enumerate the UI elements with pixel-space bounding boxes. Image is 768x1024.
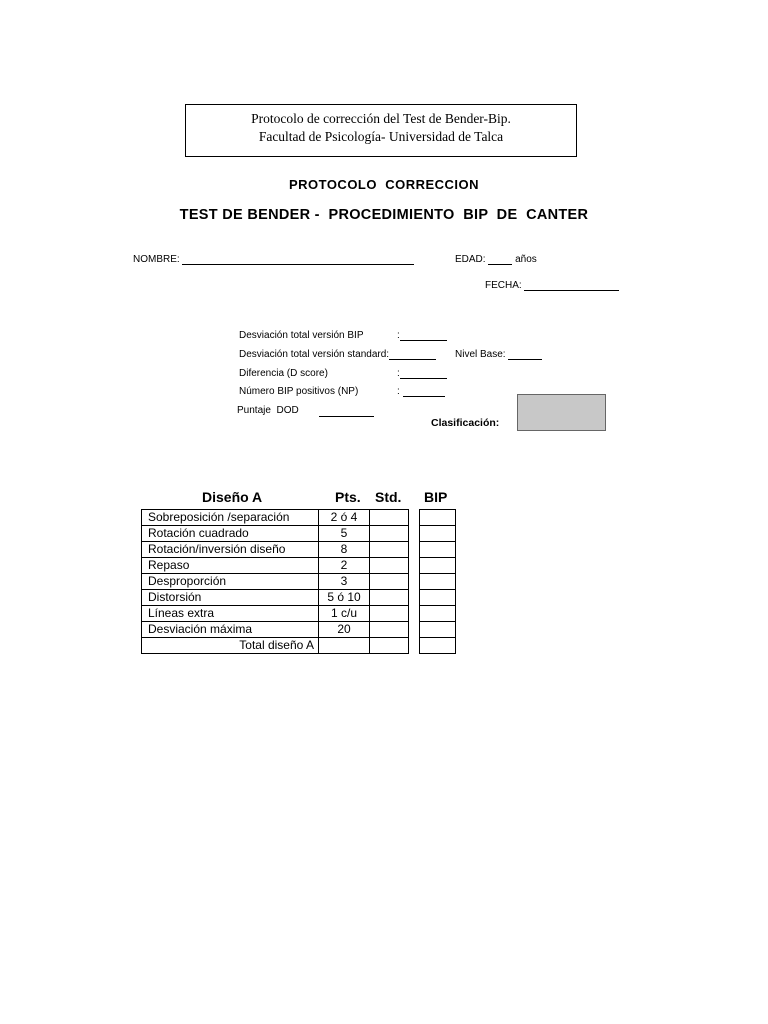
bip-row xyxy=(420,606,456,622)
design-a-table-body xyxy=(142,510,409,654)
bip-column-table xyxy=(419,509,456,654)
total-points-cell[interactable] xyxy=(319,638,370,654)
std-cell[interactable] xyxy=(370,510,409,526)
bip-row xyxy=(420,558,456,574)
row-label: Sobreposición /separación xyxy=(142,510,319,526)
age-line[interactable] xyxy=(488,264,512,265)
dod-line[interactable] xyxy=(319,405,374,417)
table-row xyxy=(142,510,409,526)
bip-cell[interactable] xyxy=(420,542,456,558)
bip-total-label: Desviación total versión BIP xyxy=(239,330,364,341)
base-level-field[interactable] xyxy=(455,349,542,360)
std-total-label: Desviación total versión standard: xyxy=(239,349,390,360)
bip-column-body xyxy=(420,510,456,654)
std-total-line[interactable] xyxy=(389,359,436,360)
design-title: Diseño A xyxy=(202,489,263,505)
table-row xyxy=(142,558,409,574)
row-points: 5 xyxy=(319,526,370,542)
bip-row xyxy=(420,574,456,590)
std-cell[interactable] xyxy=(370,574,409,590)
bip-total-row xyxy=(420,638,456,654)
bip-total-sep: : xyxy=(397,330,400,341)
date-line[interactable] xyxy=(524,290,619,291)
table-row xyxy=(142,590,409,606)
std-header: Std. xyxy=(375,489,402,505)
bip-cell[interactable] xyxy=(420,510,456,526)
bip-row xyxy=(420,622,456,638)
row-label: Desviación máxima xyxy=(142,622,319,638)
difference-field[interactable] xyxy=(397,368,447,379)
dod-label: Puntaje DOD xyxy=(237,405,299,416)
bip-total-field[interactable] xyxy=(397,330,447,341)
bip-row xyxy=(420,542,456,558)
row-points: 3 xyxy=(319,574,370,590)
design-a-table xyxy=(141,509,409,654)
std-cell[interactable] xyxy=(370,558,409,574)
classification-label: Clasificación: xyxy=(431,417,500,429)
age-label: EDAD: xyxy=(455,254,486,265)
row-label: Distorsión xyxy=(142,590,319,606)
date-field[interactable] xyxy=(485,280,619,291)
table-row xyxy=(142,526,409,542)
bip-row xyxy=(420,526,456,542)
row-points: 20 xyxy=(319,622,370,638)
std-cell[interactable] xyxy=(370,606,409,622)
header-line-1: Protocolo de corrección del Test de Bender-Bip. xyxy=(251,111,511,126)
std-total-row[interactable] xyxy=(239,349,436,360)
bip-cell[interactable] xyxy=(420,526,456,542)
table-row xyxy=(142,542,409,558)
difference-sep: : xyxy=(397,368,400,379)
test-title: TEST DE BENDER - PROCEDIMIENTO BIP DE CANTER xyxy=(179,207,589,223)
std-cell[interactable] xyxy=(370,526,409,542)
bip-cell[interactable] xyxy=(420,574,456,590)
base-level-line[interactable] xyxy=(508,359,542,360)
total-row xyxy=(142,638,409,654)
bip-cell[interactable] xyxy=(420,606,456,622)
table-row xyxy=(142,606,409,622)
bip-cell[interactable] xyxy=(420,558,456,574)
bip-positive-sep: : xyxy=(397,386,400,397)
bip-cell[interactable] xyxy=(420,622,456,638)
header-line-2: Facultad de Psicología- Universidad de Talca xyxy=(258,129,504,144)
pts-header: Pts. xyxy=(335,489,361,505)
bip-cell[interactable] xyxy=(420,590,456,606)
age-field[interactable] xyxy=(455,254,537,265)
std-cell[interactable] xyxy=(370,542,409,558)
bip-total-line[interactable] xyxy=(400,340,447,341)
date-label: FECHA: xyxy=(485,280,522,291)
name-field[interactable] xyxy=(133,254,414,265)
row-label: Rotación cuadrado xyxy=(142,526,319,542)
std-cell[interactable] xyxy=(370,590,409,606)
name-label: NOMBRE: xyxy=(133,254,180,265)
bip-total-cell[interactable] xyxy=(420,638,456,654)
bip-row xyxy=(420,590,456,606)
table-row xyxy=(142,574,409,590)
difference-label: Diferencia (D score) xyxy=(239,368,328,379)
row-points: 8 xyxy=(319,542,370,558)
base-level-label: Nivel Base: xyxy=(455,349,506,360)
row-points: 1 c/u xyxy=(319,606,370,622)
table-row xyxy=(142,622,409,638)
bip-row xyxy=(420,510,456,526)
total-label: Total diseño A xyxy=(142,638,319,654)
row-points: 2 ó 4 xyxy=(319,510,370,526)
total-std-cell[interactable] xyxy=(370,638,409,654)
row-points: 5 ó 10 xyxy=(319,590,370,606)
age-unit: años xyxy=(515,254,537,265)
row-label: Repaso xyxy=(142,558,319,574)
row-label: Rotación/inversión diseño xyxy=(142,542,319,558)
header-box xyxy=(185,104,577,157)
row-label: Desproporción xyxy=(142,574,319,590)
name-line[interactable] xyxy=(182,264,414,265)
bip-positive-label: Número BIP positivos (NP) xyxy=(239,386,359,397)
bip-header: BIP xyxy=(424,489,448,505)
bip-positive-field[interactable] xyxy=(397,386,445,397)
row-label: Líneas extra xyxy=(142,606,319,622)
classification-box[interactable] xyxy=(517,394,606,431)
std-cell[interactable] xyxy=(370,622,409,638)
bip-positive-line[interactable] xyxy=(403,396,445,397)
dod-field[interactable] xyxy=(319,405,374,417)
difference-line[interactable] xyxy=(400,378,447,379)
protocol-title: PROTOCOLO CORRECCION xyxy=(288,177,480,192)
row-points: 2 xyxy=(319,558,370,574)
